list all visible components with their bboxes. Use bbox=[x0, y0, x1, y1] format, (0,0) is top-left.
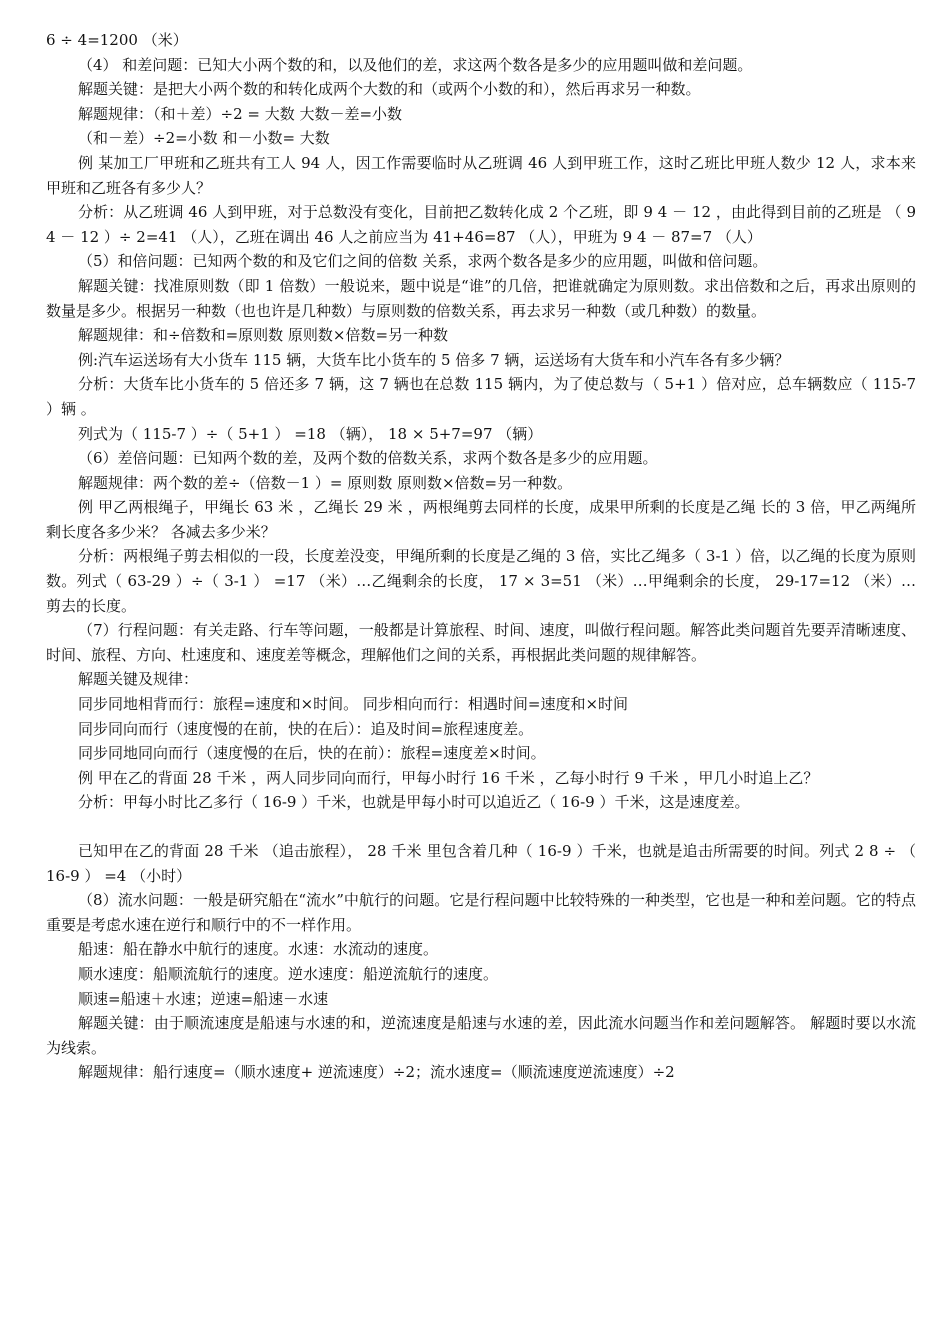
paragraph: 解题关键及规律： bbox=[78, 670, 199, 689]
paragraph: 顺水速度：船顺流航行的速度。逆水速度：船逆流航行的速度。 bbox=[78, 964, 499, 983]
paragraph: 例 甲乙两根绳子，甲绳长 63 米 ，乙绳长 29 米 ，两根绳剪去同样的长度，成果甲所剩的长度是乙绳 长的 3 倍，甲乙两绳所剩长度各多少米？ 各减去多少米？ bbox=[46, 498, 916, 541]
paragraph: 已知甲在乙的背面 28 千米 （追击旅程）， 28 千米 里包含着几种（ 16-9 ）千米，也就是追击所需要的时间。列式 2 8 ÷ （ 16-9 ） =4 （小时） bbox=[46, 842, 916, 885]
paragraph: （和－差）÷2=小数 和－小数= 大数 bbox=[78, 129, 330, 148]
paragraph: （7）行程问题：有关走路、行车等问题，一般都是计算旅程、时间、速度，叫做行程问题。解答此类问题首先要弄清晰速度、时间、旅程、方向、杜速度和、速度差等概念，理解他们之间的关系，再根据此类问题的规律解答。 bbox=[46, 621, 916, 664]
paragraph: 解题关键：找准原则数（即 1 倍数）一般说来，题中说是“谁”的几倍，把谁就确定为原则数。求出倍数和之后，再求出原则的数量是多少。根据另一种数（也也许是几种数）与原则数的倍数关系，再去求另一种数（或几种数）的数量。 bbox=[46, 276, 916, 320]
blank-line bbox=[46, 815, 916, 839]
paragraph: 分析：两根绳子剪去相似的一段，长度差没变，甲绳所剩的长度是乙绳的 3 倍，实比乙绳多（ 3-1 ）倍，以乙绳的长度为原则数。列式（ 63-29 ）÷（ 3-1 ） =17 （米）…乙绳剩余的长度， 17 × 3=51 （米）…甲绳剩余的长度， 29-17=12 （米）…剪去的长度。 bbox=[46, 547, 916, 615]
paragraph: 例:汽车运送场有大小货车 115 辆，大货车比小货车的 5 倍多 7 辆，运送场有大货车和小汽车各有多少辆？ bbox=[78, 350, 790, 369]
paragraph: 解题规律：两个数的差÷（倍数－1 ）= 原则数 原则数×倍数=另一种数。 bbox=[78, 473, 573, 492]
paragraph: 解题关键：是把大小两个数的和转化成两个大数的和（或两个小数的和），然后再求另一种数。 bbox=[78, 80, 701, 99]
paragraph: （4） 和差问题：已知大小两个数的和，以及他们的差，求这两个数各是多少的应用题叫做和差问题。 bbox=[78, 55, 753, 74]
paragraph: 解题规律：船行速度=（顺水速度+ 逆流速度）÷2；流水速度=（顺流速度逆流速度）÷2 bbox=[78, 1063, 675, 1082]
paragraph: 6 ÷ 4=1200 （米） bbox=[46, 31, 188, 49]
paragraph: 同步同向而行（速度慢的在前，快的在后）：追及时间=旅程速度差。 bbox=[78, 719, 534, 738]
paragraph: 船速：船在静水中航行的速度。水速：水流动的速度。 bbox=[78, 940, 439, 959]
paragraph: （5）和倍问题：已知两个数的和及它们之间的倍数 关系，求两个数各是多少的应用题，叫做和倍问题。 bbox=[78, 252, 768, 271]
paragraph: 同步同地同向而行（速度慢的在后，快的在前）：旅程=速度差×时间。 bbox=[78, 744, 546, 763]
paragraph: 例 甲在乙的背面 28 千米 ，两人同步同向而行，甲每小时行 16 千米 ，乙每小时行 9 千米 ，甲几小时追上乙？ bbox=[78, 768, 819, 787]
paragraph: 例 某加工厂甲班和乙班共有工人 94 人，因工作需要临时从乙班调 46 人到甲班工作，这时乙班比甲班人数少 12 人，求本来甲班和乙班各有多少人？ bbox=[46, 153, 916, 197]
paragraph: 顺速=船速＋水速；逆速=船速－水速 bbox=[78, 989, 329, 1008]
paragraph: 解题规律：（和＋差）÷2 = 大数 大数－差=小数 bbox=[78, 104, 403, 123]
paragraph: （6）差倍问题：已知两个数的差，及两个数的倍数关系，求两个数各是多少的应用题。 bbox=[78, 449, 658, 468]
paragraph: 分析：甲每小时比乙多行（ 16-9 ）千米，也就是甲每小时可以追近乙（ 16-9 ）千米，这是速度差。 bbox=[78, 793, 750, 812]
paragraph: （8）流水问题：一般是研究船在“流水”中航行的问题。它是行程问题中比较特殊的一种类型，它也是一种和差问题。它的特点重要是考虑水速在逆行和顺行中的不一样作用。 bbox=[46, 891, 916, 934]
paragraph: 分析：大货车比小货车的 5 倍还多 7 辆，这 7 辆也在总数 115 辆内，为了使总数与（ 5+1 ）倍对应，总车辆数应（ 115-7 ）辆 。 bbox=[46, 375, 916, 418]
paragraph: 分析：从乙班调 46 人到甲班，对于总数没有变化，目前把乙数转化成 2 个乙班，即 9 4 － 12 ，由此得到目前的乙班是 （ 9 4 － 12 ）÷ 2=41 （人），乙班在调出 46 人之前应当为 41+46=87 （人），甲班为 9 4 － 87=7 （人） bbox=[46, 203, 916, 246]
paragraph: 解题规律：和÷倍数和=原则数 原则数×倍数=另一种数 bbox=[78, 326, 449, 345]
paragraph: 同步同地相背而行：旅程=速度和×时间。 同步相向而行：相遇时间=速度和×时间 bbox=[78, 695, 629, 714]
paragraph: 解题关键：由于顺流速度是船速与水速的和，逆流速度是船速与水速的差，因此流水问题当作和差问题解答。 解题时要以水流为线索。 bbox=[46, 1014, 916, 1057]
paragraph: 列式为（ 115-7 ）÷（ 5+1 ） =18 （辆）， 18 × 5+7=97 （辆） bbox=[78, 424, 543, 443]
